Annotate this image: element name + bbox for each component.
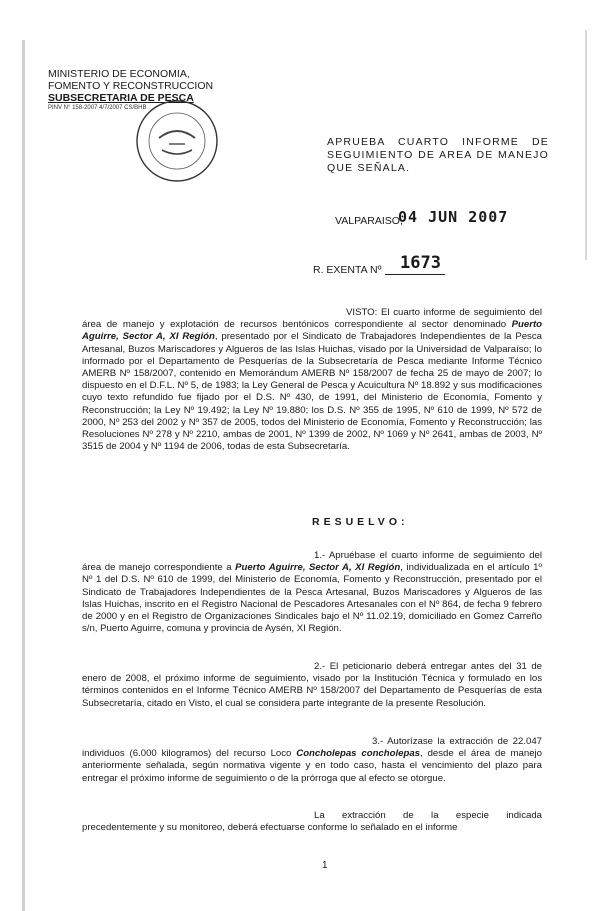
item3-text-2: , desde el área de manejo anteriormente señalada, según normativa vigente y en todo caso, hasta el vencimiento del plazo para entregar el próximo informe de seguimiento o de la prórroga que al efecto se otorgue. [82, 748, 542, 784]
item1-text-2: , individualizada en el artículo 1º Nº 1 del D.S. Nº 610 de 1999, del Ministerio de Economía, Fomento y Reconstrucción, presentado por el Sindicato de Trabajadores Independientes de la Pesca Artesanal, Buzos Mariscadores y Algueros de las Islas Huichas, inscrito en el Registro Nacional de Pescadores Artesanales con el Nº 864, de fecha 9 febrero de 2000 y en el Registro de Organizaciones Sindicales bajo el Nº 11.02.19, domiciliado en Gomez Carreño s/n, Puerto Aguirre, comuna y provincia de Aysén, XI Región. [82, 562, 542, 635]
header-line-3: SUBSECRETARIA DE PESCA [48, 92, 194, 104]
header-line-2: FOMENTO Y RECONSTRUCCION [48, 80, 214, 92]
official-seal [134, 98, 220, 184]
visto-paragraph [82, 307, 542, 453]
resolution-item-1 [82, 550, 542, 635]
page-number: 1 [322, 860, 328, 871]
item2-text: 2.- El peticionario deberá entregar antes del 31 de enero de 2008, el próximo informe de seguimiento, visado por la Institución Técnica y formulado en los términos contenidos en el Informe Técnico AMERB Nº 158/2007 del Departamento de Pesquerías de esta Subsecretaría, citado en Visto, el cual se considera parte integrante de la presente Resolución. [82, 661, 542, 709]
date-stamp: 04 JUN 2007 [398, 208, 509, 226]
item4-text: La extracción de la especie indicada precedentemente y su monitoreo, deberá efectuarse conforme lo señalado en el informe [82, 810, 542, 834]
document-subject: APRUEBA CUARTO INFORME DE SEGUIMIENTO DE AREA DE MANEJO QUE SEÑALA. [327, 136, 549, 174]
item1-sector: Puerto Aguirre, Sector A, XI Región [235, 562, 401, 574]
resuelvo-heading: RESUELVO: [312, 516, 409, 528]
resolution-number: 1673 [400, 253, 441, 273]
resolution-item-3 [82, 736, 542, 785]
item3-species: Concholepas concholepas [296, 748, 421, 760]
resolution-label: R. EXENTA Nº [313, 264, 382, 276]
visto-label: VISTO: [346, 307, 378, 318]
scan-edge-right [585, 30, 587, 260]
visto-text-2: , presentado por el Sindicato de Trabajadores Independientes de la Pesca Artesanal, Buzos Mariscadores y Algueros de las Islas Huichas, visado por la Universidad de Valparaíso; lo informado por el Departamento de Pesquerías de la Subsecretaría de Pesca mediante Informe Técnico AMERB Nº 158/2007, contenido en Memorándum AMERB Nº 158/2007 de fecha 25 de mayo de 2007; lo dispuesto en el D.F.L. Nº 5, de 1983; la Ley General de Pesca y Acuicultura Nº 18.892 y sus modificaciones cuyo texto refundido fue fijado por el D.S. Nº 430, de 1991, del Ministerio de Economía, Fomento y Reconstrucción; la Ley Nº 19.492; la Ley Nº 19.880; los D.S. Nº 355 de 1995, Nº 610 de 1999, Nº 572 de 2000, Nº 253 del 2002 y Nº 357 de 2005, todos del Ministerio de Economía, Fomento y Reconstrucción; las Resoluciones Nº 278 y Nº 2210, ambas de 2001, Nº 1399 de 2002, Nº 1069 y Nº 2641, ambas de 2003, Nº 3515 de 2004 y Nº 1194 de 2006, todas de esta Subsecretaría. [82, 331, 542, 453]
resolution-underline [385, 274, 445, 275]
header-line-1: MINISTERIO DE ECONOMIA, [48, 68, 190, 80]
item3-text-1: 3.- Autorízase la extracción de 22.047 individuos (6.000 kilogramos) del recurso Loco [82, 736, 542, 760]
place-label: VALPARAISO, [335, 215, 403, 227]
header-line-4: PINV N° 158-2007 4/7/2007 CS/BHB [48, 105, 147, 111]
item1-text-1: 1.- Apruébase el cuarto informe de seguimiento del área de manejo correspondiente a [82, 550, 542, 574]
scan-edge-left [22, 40, 25, 911]
visto-text-1: El cuarto informe de seguimiento del área de manejo y explotación de recursos bentónicos correspondiente al sector denominado [82, 307, 542, 331]
resolution-item-2 [82, 661, 542, 710]
resolution-item-4 [82, 810, 542, 834]
visto-sector: Puerto Aguirre, Sector A, XI Región [82, 319, 542, 343]
